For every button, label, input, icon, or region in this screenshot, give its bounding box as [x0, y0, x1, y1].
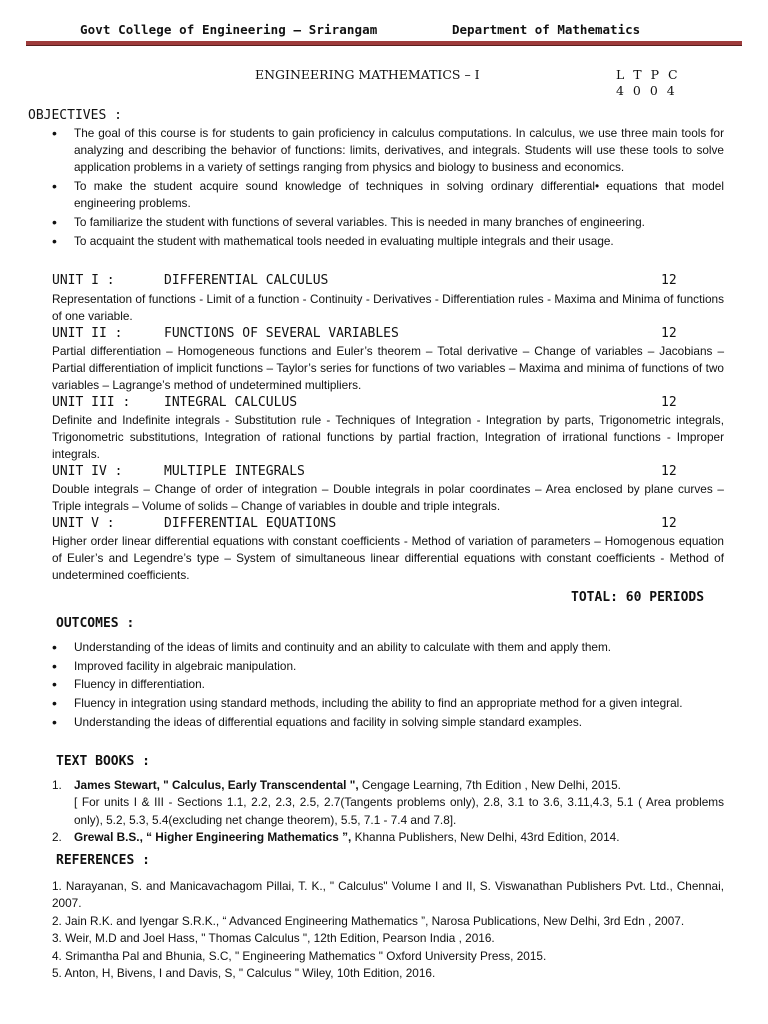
- book-publisher: Cengage Learning, 7th Edition , New Delhi, 2015.: [358, 778, 621, 792]
- list-item: • Understanding the ideas of differential equations and facility in solving simple standard examples.: [52, 714, 724, 731]
- reference-item: 1. Narayanan, S. and Manicavachagom Pillai, T. K., " Calculus" Volume I and II, S. Viswanathan Publishers Pvt. Ltd., Chennai, 2007.: [52, 879, 724, 911]
- unit-label: UNIT V :: [52, 516, 115, 531]
- unit-hours: 12: [661, 516, 677, 531]
- unit-name: MULTIPLE INTEGRALS: [164, 464, 305, 479]
- book-title: Grewal B.S., “ Higher Engineering Mathematics ”,: [74, 830, 352, 845]
- unit-label: UNIT III :: [52, 395, 131, 410]
- list-item: • Fluency in differentiation.: [52, 676, 724, 693]
- book-publisher: Khanna Publishers, New Delhi, 43rd Edition, 2014.: [351, 830, 620, 845]
- textbooks-list: [52, 777, 724, 847]
- book-note: [ For units I & III - Sections 1.1, 2.2, 2.3, 2.5, 2.7(Tangents problems only), 2.8, 3.1 to 3.6, 3.11,4.3, 5.1 ( Area problems only), 5.2, 5.3, 5.4(excluding net change theorem), 5.5, 7.1 - 7.4 and 7.8].: [74, 795, 724, 827]
- ltpc-labels: L T P C: [616, 67, 681, 82]
- unit-label: UNIT I :: [52, 273, 115, 288]
- list-item: • To make the student acquire sound knowledge of techniques in solving ordinary differential• equations that model engineering problems.: [52, 178, 724, 212]
- book-title: James Stewart, " Calculus, Early Transcendental ",: [74, 778, 359, 792]
- reference-item: 4. Srimantha Pal and Bhunia, S.C, " Engineering Mathematics " Oxford University Press, 2015.: [52, 948, 547, 963]
- unit-content: Representation of functions - Limit of a function - Continuity - Derivatives - Differentiation rules - Maxima and Minima of functions of one variable.: [52, 292, 724, 324]
- unit-name: DIFFERENTIAL EQUATIONS: [164, 516, 337, 531]
- unit-hours: 12: [661, 273, 677, 288]
- unit-label: UNIT IV :: [52, 464, 123, 479]
- college-name: Govt College of Engineering – Srirangam: [80, 22, 378, 37]
- reference-item: 2. Jain R.K. and Iyengar S.R.K., “ Advanced Engineering Mathematics ”, Narosa Publications, New Delhi, 3rd Edn , 2007.: [52, 913, 685, 928]
- references-list: [52, 878, 724, 982]
- ltpc-values: 4 0 0 4: [616, 83, 678, 98]
- list-item: • To acquaint the student with mathematical tools needed in evaluating multiple integrals and their usage.: [52, 233, 724, 250]
- unit-name: DIFFERENTIAL CALCULUS: [164, 273, 329, 288]
- list-item: • To familiarize the student with functions of several variables. This is needed in many branches of engineering.: [52, 214, 724, 231]
- unit-name: INTEGRAL CALCULUS: [164, 395, 298, 410]
- unit-hours: 12: [661, 326, 677, 341]
- header-rule: [26, 41, 742, 46]
- unit-hours: 12: [661, 464, 677, 479]
- course-title: ENGINEERING MATHEMATICS – I: [255, 67, 480, 82]
- unit-hours: 12: [661, 395, 677, 410]
- reference-item: 3. Weir, M.D and Joel Hass, " Thomas Calculus ", 12th Edition, Pearson India , 2016.: [52, 931, 495, 946]
- list-item: [52, 829, 724, 846]
- list-item: • The goal of this course is for students to gain proficiency in calculus computations. In calculus, we use three main tools for analyzing and describing the behavior of functions: limits, derivatives, and integrals. Students will use these tools to solve application problems in a variety of settings ranging from physics and biology to business and economics.: [52, 125, 724, 177]
- list-item: • Understanding of the ideas of limits and continuity and an ability to calculate with them and apply them.: [52, 639, 724, 656]
- item-number: 1.: [52, 778, 62, 792]
- unit-content: Definite and Indefinite integrals - Substitution rule - Techniques of Integration - Integration by parts, Trigonometric integrals, Trigonometric substitutions, Integration of rational functions by partial fraction, Integration of irrational functions - Improper integrals.: [52, 413, 724, 462]
- list-item: • Improved facility in algebraic manipulation.: [52, 658, 724, 675]
- unit-content: Higher order linear differential equations with constant coefficients - Method of variation of parameters – Homogenous equation of Euler’s and Legendre’s type – System of simultaneous linear differential equations with constant coefficients - Method of undetermined coefficients.: [52, 534, 724, 583]
- unit-content: Partial differentiation – Homogeneous functions and Euler’s theorem – Total derivative – Change of variables – Jacobians – Partial differentiation of implicit functions – Taylor’s series for functions of two variables – Maxima and minima of functions of two variables – Lagrange’s method of undetermined multipliers.: [52, 344, 724, 393]
- ltpc-block: [616, 67, 680, 99]
- list-item: • Fluency in integration using standard methods, including the ability to find an appropriate method for a given integral.: [52, 695, 724, 712]
- outcomes-list: [52, 639, 724, 733]
- textbooks-heading: TEXT BOOKS :: [56, 754, 150, 769]
- objectives-heading: OBJECTIVES :: [28, 108, 122, 123]
- list-item: [52, 777, 724, 794]
- department-name: Department of Mathematics: [452, 22, 641, 37]
- outcomes-heading: OUTCOMES :: [56, 616, 135, 631]
- item-number: 2.: [52, 830, 62, 845]
- unit-name: FUNCTIONS OF SEVERAL VARIABLES: [164, 326, 399, 341]
- objectives-list: [52, 125, 724, 251]
- references-heading: REFERENCES :: [56, 853, 150, 868]
- reference-item: 5. Anton, H, Bivens, I and Davis, S, " Calculus " Wiley, 10th Edition, 2016.: [52, 966, 436, 981]
- total-periods: TOTAL: 60 PERIODS: [571, 590, 705, 605]
- unit-content: Double integrals – Change of order of integration – Double integrals in polar coordinates – Area enclosed by plane curves – Triple integrals – Volume of solids – Change of variables in double and triple integrals.: [52, 482, 724, 514]
- unit-label: UNIT II :: [52, 326, 123, 341]
